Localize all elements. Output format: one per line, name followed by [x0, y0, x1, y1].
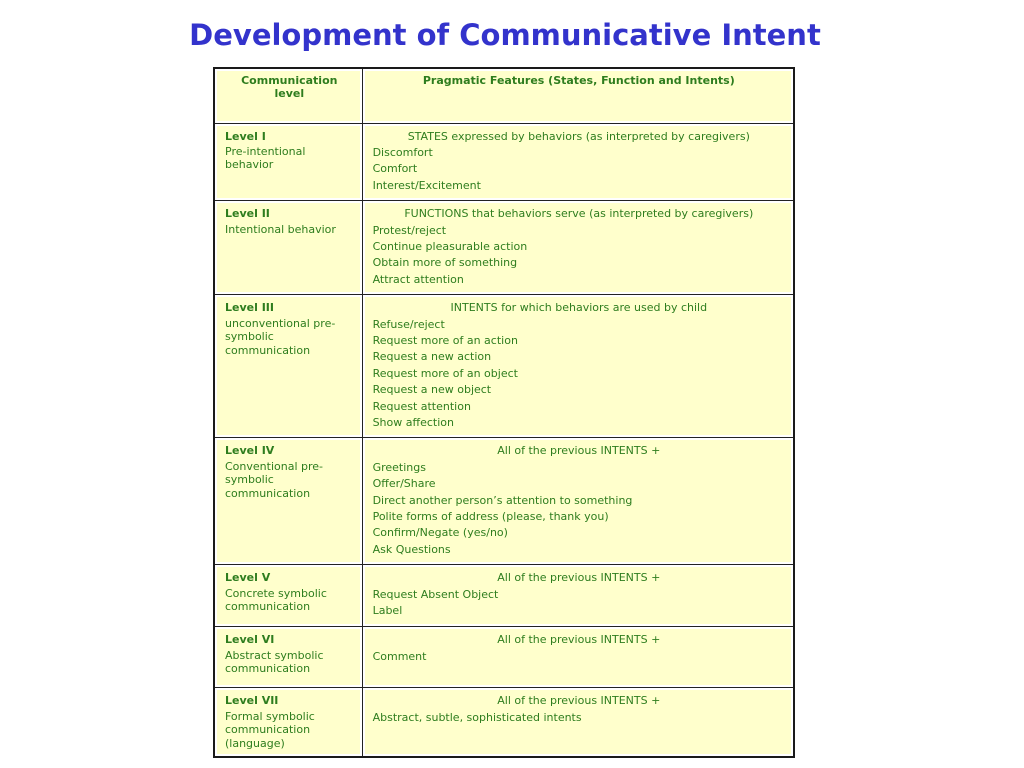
level-cell [214, 688, 362, 757]
communication-levels-table [213, 67, 795, 758]
table-row [214, 295, 794, 438]
level-description: unconventional pre-symbolic communication [225, 316, 336, 357]
feature-item: Request more of an object [372, 366, 518, 380]
table-header-row [214, 68, 794, 123]
feature-item: Show affection [372, 416, 454, 429]
feature-item: Direct another person’s attention to something [372, 493, 633, 507]
feature-item: Request a new object [372, 383, 492, 397]
features-cell [362, 565, 794, 627]
features-heading: All of the previous INTENTS + [497, 571, 661, 585]
table-row [214, 438, 794, 565]
features-heading: STATES expressed by behaviors (as interpreted by caregivers) [407, 129, 750, 143]
feature-item: Continue pleasurable action [372, 239, 528, 253]
header-communication-level: Communication level [214, 68, 362, 123]
feature-item: Protest/reject [372, 223, 447, 237]
table-row [214, 123, 794, 201]
level-name: Level I [225, 129, 266, 143]
feature-item: Greetings [372, 460, 426, 474]
feature-item: Interest/Excitement [372, 178, 481, 192]
features-cell [362, 123, 794, 201]
level-description: Pre-intentional behavior [225, 144, 306, 172]
features-cell [362, 201, 794, 295]
level-name: Level VI [225, 633, 275, 647]
features-cell [362, 688, 794, 757]
level-cell [214, 627, 362, 688]
feature-item: Offer/Share [372, 477, 436, 491]
level-name: Level IV [225, 444, 275, 458]
feature-item: Refuse/reject [372, 317, 445, 331]
level-cell [214, 201, 362, 295]
features-cell [362, 295, 794, 438]
feature-item: Request attention [372, 399, 471, 413]
level-description: Formal symbolic communication (language) [225, 709, 315, 750]
level-cell [214, 565, 362, 627]
level-description: Abstract symbolic communication [225, 648, 324, 676]
table-row [214, 688, 794, 757]
features-heading: All of the previous INTENTS + [497, 633, 661, 647]
level-name: Level III [225, 301, 274, 315]
table-row [214, 627, 794, 688]
table-row [214, 565, 794, 627]
feature-item: Polite forms of address (please, thank you) [372, 510, 609, 524]
feature-item: Discomfort [372, 145, 433, 159]
feature-item: Confirm/Negate (yes/no) [372, 526, 508, 540]
level-cell [214, 438, 362, 565]
feature-item: Abstract, subtle, sophisticated intents [372, 710, 582, 724]
level-cell [214, 123, 362, 201]
features-heading: All of the previous INTENTS + [497, 444, 661, 458]
header-pragmatic-features: Pragmatic Features (States, Function and Intents) [362, 68, 794, 123]
feature-item: Label [372, 604, 403, 618]
feature-item: Ask Questions [372, 542, 451, 556]
level-description: Intentional behavior [225, 222, 336, 236]
feature-item: Request more of an action [372, 333, 518, 347]
features-heading: FUNCTIONS that behaviors serve (as interpreted by caregivers) [404, 207, 754, 221]
feature-item: Obtain more of something [372, 256, 518, 270]
features-cell [362, 438, 794, 565]
level-name: Level VII [225, 694, 279, 708]
feature-item: Comment [372, 649, 427, 663]
level-name: Level II [225, 207, 270, 221]
features-heading: All of the previous INTENTS + [497, 694, 661, 708]
level-description: Concrete symbolic communication [225, 586, 327, 614]
level-cell [214, 295, 362, 438]
slide-title: Development of Communicative Intent [189, 18, 821, 52]
level-name: Level V [225, 571, 271, 585]
feature-item: Request a new action [372, 350, 492, 364]
feature-item: Request Absent Object [372, 587, 499, 601]
features-cell [362, 627, 794, 688]
table-body [214, 68, 794, 757]
level-description: Conventional pre-symbolic communication [225, 459, 323, 500]
features-heading: INTENTS for which behaviors are used by child [450, 301, 708, 315]
feature-item: Attract attention [372, 272, 464, 286]
table-row [214, 201, 794, 295]
feature-item: Comfort [372, 162, 418, 176]
